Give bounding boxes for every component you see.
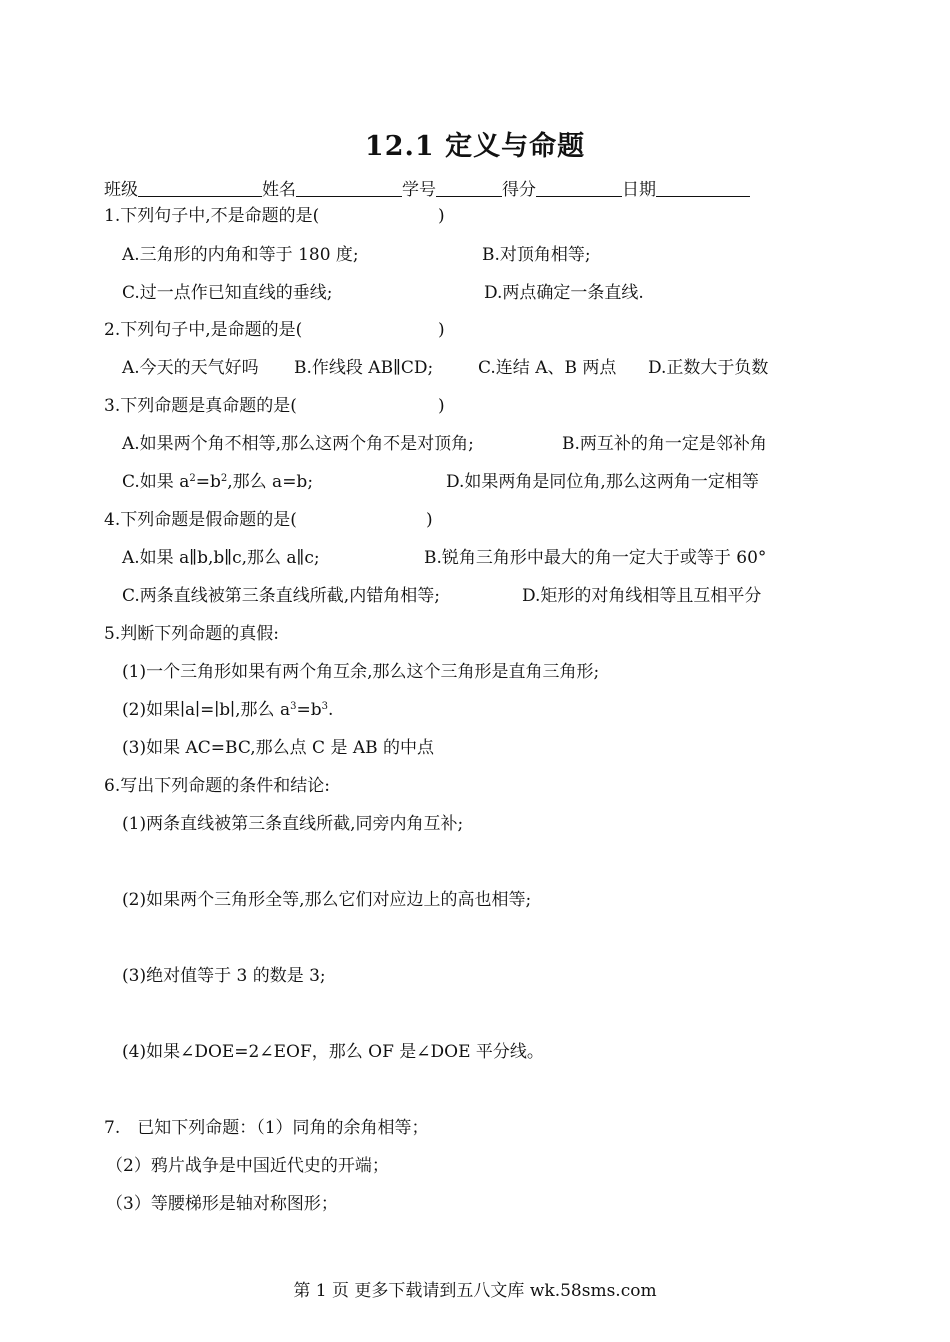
question-7-stem: 7. 已知下列命题：（1）同角的余角相等； — [104, 1118, 429, 1138]
name-blank[interactable] — [296, 179, 402, 197]
question-5-stem: 5.判断下列命题的真假: — [104, 624, 279, 644]
question-2-option-d: D.正数大于负数 — [648, 358, 769, 378]
question-4-option-a: A.如果 a∥b,b∥c,那么 a∥c; — [122, 548, 320, 568]
question-3-close: ) — [438, 396, 445, 416]
date-label: 日期 — [622, 180, 656, 200]
question-2-close: ) — [438, 320, 445, 340]
question-3-stem: 3.下列命题是真命题的是( — [104, 396, 297, 416]
question-3-option-d: D.如果两角是同位角,那么这两角一定相等 — [446, 472, 759, 492]
id-label: 学号 — [402, 180, 436, 200]
question-6-item-4: (4)如果∠DOE=2∠EOF，那么 OF 是∠DOE 平分线。 — [122, 1042, 544, 1062]
question-4-stem: 4.下列命题是假命题的是( — [104, 510, 297, 530]
question-6-item-1: (1)两条直线被第三条直线所截,同旁内角互补; — [122, 814, 464, 834]
question-1-close: ) — [438, 206, 445, 226]
question-4-option-b: B.锐角三角形中最大的角一定大于或等于 60° — [424, 548, 767, 568]
question-2-option-c: C.连结 A、B 两点 — [478, 358, 617, 378]
question-2-stem: 2.下列句子中,是命题的是( — [104, 320, 303, 340]
question-1-stem: 1.下列句子中,不是命题的是( — [104, 206, 320, 226]
question-1-option-b: B.对顶角相等; — [482, 245, 591, 265]
question-4-option-d: D.矩形的对角线相等且互相平分 — [522, 586, 762, 606]
id-blank[interactable] — [436, 179, 502, 197]
question-6-item-2: (2)如果两个三角形全等,那么它们对应边上的高也相等; — [122, 890, 532, 910]
score-label: 得分 — [502, 180, 536, 200]
question-1-option-a: A.三角形的内角和等于 180 度; — [122, 245, 359, 265]
question-5-item-3: (3)如果 AC=BC,那么点 C 是 AB 的中点 — [122, 738, 435, 758]
question-7-item-3: （3）等腰梯形是轴对称图形； — [106, 1194, 338, 1214]
question-2-option-b: B.作线段 AB∥CD; — [294, 358, 434, 378]
class-blank[interactable] — [138, 179, 262, 197]
question-4-option-c: C.两条直线被第三条直线所截,内错角相等; — [122, 586, 440, 606]
score-blank[interactable] — [536, 179, 622, 197]
question-3-option-a: A.如果两个角不相等,那么这两个角不是对顶角; — [122, 434, 474, 454]
date-blank[interactable] — [656, 179, 750, 197]
question-5-item-1: (1)一个三角形如果有两个角互余,那么这个三角形是直角三角形; — [122, 662, 600, 682]
question-6-stem: 6.写出下列命题的条件和结论: — [104, 776, 330, 796]
question-7-item-2: （2）鸦片战争是中国近代史的开端； — [106, 1156, 389, 1176]
class-label: 班级 — [104, 180, 138, 200]
page-footer: 第 1 页 更多下载请到五八文库 wk.58sms.com — [293, 1281, 657, 1301]
question-1-option-d: D.两点确定一条直线. — [484, 283, 644, 303]
question-5-item-2: (2)如果∣a∣=∣b∣,那么 $a^3=b^3$. — [122, 700, 334, 720]
question-4-close: ) — [426, 510, 433, 530]
question-1-option-c: C.过一点作已知直线的垂线; — [122, 283, 333, 303]
question-6-item-3: (3)绝对值等于 3 的数是 3; — [122, 966, 326, 986]
student-info-line — [104, 178, 750, 202]
question-3-option-b: B.两互补的角一定是邻补角 — [562, 434, 767, 454]
question-3-option-c: C.如果 $a^2=b^2$,那么 a=b; — [122, 472, 314, 492]
name-label: 姓名 — [262, 180, 296, 200]
page-title: 12.1 定义与命题 — [364, 131, 586, 162]
question-2-option-a: A.今天的天气好吗 — [122, 358, 259, 378]
